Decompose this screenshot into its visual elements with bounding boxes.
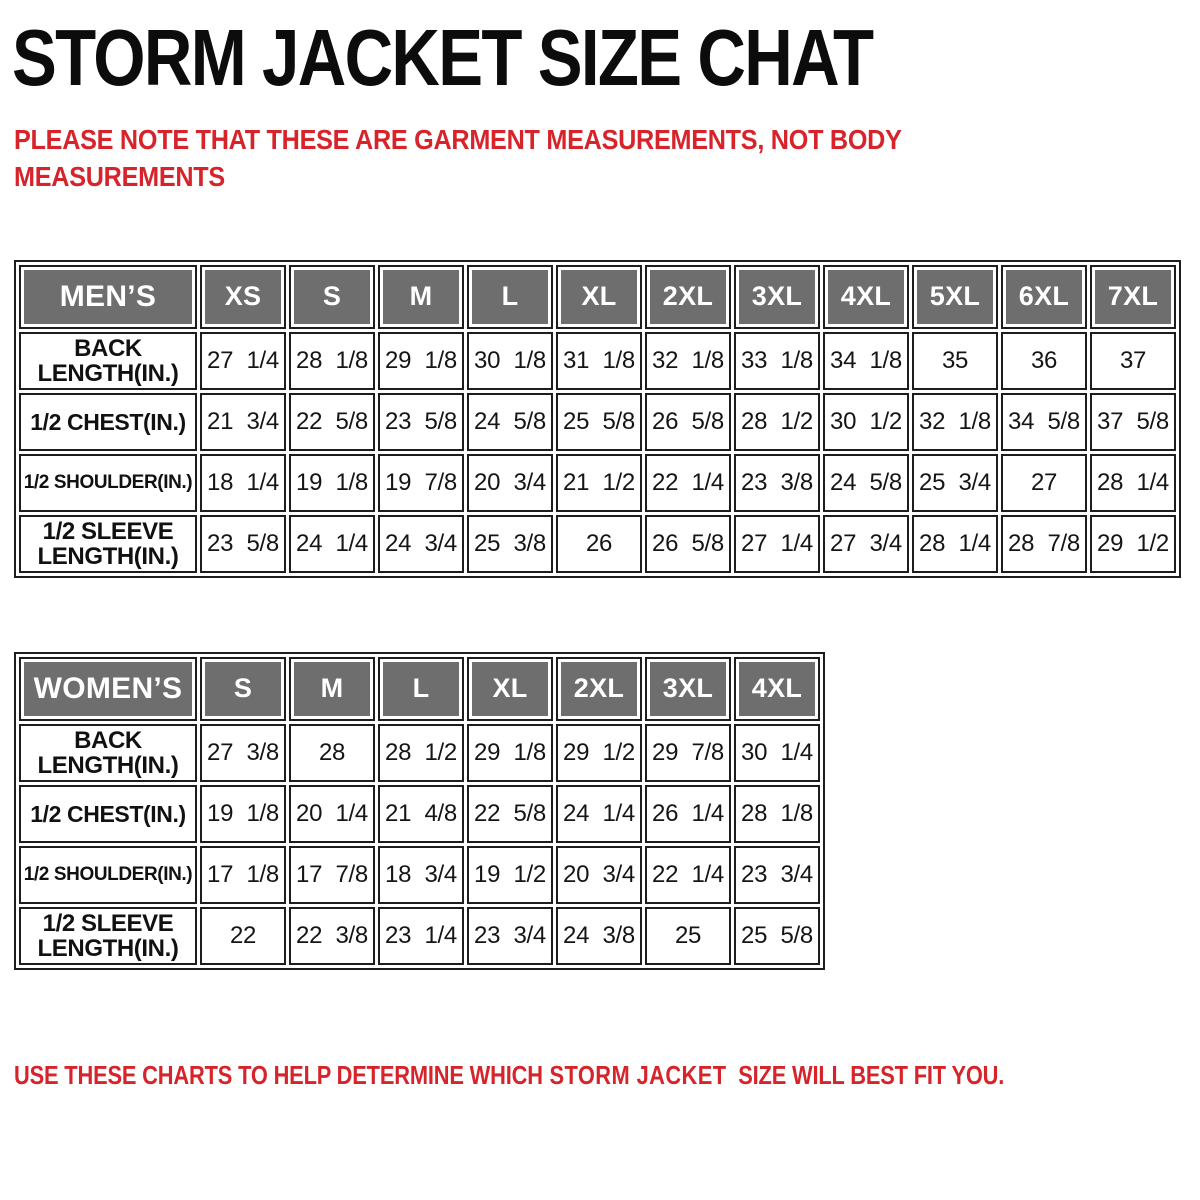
mens-cell-2xl-row1: 26 5/8 [645, 393, 731, 451]
womens-row-label-0: BACK LENGTH(IN.) [19, 724, 197, 782]
womens-cell-2xl-row2: 20 3/4 [556, 846, 642, 904]
mens-cell-xl-row3: 26 [556, 515, 642, 573]
mens-cell-6xl-row2: 27 [1001, 454, 1087, 512]
womens-cell-3xl-row0: 29 7/8 [645, 724, 731, 782]
garment-measurement-note: PLEASE NOTE THAT THESE ARE GARMENT MEASUREMENTS, NOT BODY MEASUREMENTS [14, 124, 902, 192]
mens-measurement-row-0 [19, 332, 1176, 390]
womens-size-header-xl: XL [467, 657, 553, 721]
mens-row-label-1: 1/2 CHEST(IN.) [19, 393, 197, 451]
mens-table-title: MEN’S [19, 265, 197, 329]
mens-row-label-0: BACK LENGTH(IN.) [19, 332, 197, 390]
mens-cell-xs-row0: 27 1/4 [200, 332, 286, 390]
womens-cell-3xl-row2: 22 1/4 [645, 846, 731, 904]
mens-size-header-m: M [378, 265, 464, 329]
mens-size-header-6xl: 6XL [1001, 265, 1087, 329]
womens-measurement-row-1 [19, 785, 820, 843]
mens-cell-2xl-row2: 22 1/4 [645, 454, 731, 512]
womens-cell-2xl-row3: 24 3/8 [556, 907, 642, 965]
womens-size-header-3xl: 3XL [645, 657, 731, 721]
mens-measurement-row-3 [19, 515, 1176, 573]
mens-cell-7xl-row2: 28 1/4 [1090, 454, 1176, 512]
mens-cell-7xl-row0: 37 [1090, 332, 1176, 390]
womens-cell-l-row0: 28 1/2 [378, 724, 464, 782]
footer-brand-name: STORM JACKET [549, 1059, 727, 1090]
mens-cell-2xl-row3: 26 5/8 [645, 515, 731, 573]
womens-cell-xl-row1: 22 5/8 [467, 785, 553, 843]
womens-measurement-row-0 [19, 724, 820, 782]
mens-cell-6xl-row3: 28 7/8 [1001, 515, 1087, 573]
mens-size-header-xs: XS [200, 265, 286, 329]
mens-header-row [19, 265, 1176, 329]
mens-cell-4xl-row0: 34 1/8 [823, 332, 909, 390]
mens-cell-l-row0: 30 1/8 [467, 332, 553, 390]
mens-cell-3xl-row1: 28 1/2 [734, 393, 820, 451]
mens-cell-6xl-row0: 36 [1001, 332, 1087, 390]
mens-size-table [14, 260, 1181, 578]
mens-cell-s-row0: 28 1/8 [289, 332, 375, 390]
womens-cell-l-row1: 21 4/8 [378, 785, 464, 843]
mens-size-header-5xl: 5XL [912, 265, 998, 329]
womens-cell-4xl-row3: 25 5/8 [734, 907, 820, 965]
mens-measurement-row-1 [19, 393, 1176, 451]
womens-cell-s-row2: 17 1/8 [200, 846, 286, 904]
mens-cell-xs-row3: 23 5/8 [200, 515, 286, 573]
mens-cell-xl-row1: 25 5/8 [556, 393, 642, 451]
mens-size-header-l: L [467, 265, 553, 329]
mens-cell-4xl-row1: 30 1/2 [823, 393, 909, 451]
footer-prefix: USE THESE CHARTS TO HELP DETERMINE WHICH [14, 1059, 543, 1090]
mens-cell-xl-row2: 21 1/2 [556, 454, 642, 512]
womens-cell-4xl-row2: 23 3/4 [734, 846, 820, 904]
womens-measurement-row-3 [19, 907, 820, 965]
mens-cell-5xl-row2: 25 3/4 [912, 454, 998, 512]
mens-measurement-row-2 [19, 454, 1176, 512]
womens-cell-3xl-row3: 25 [645, 907, 731, 965]
womens-cell-l-row2: 18 3/4 [378, 846, 464, 904]
mens-cell-7xl-row3: 29 1/2 [1090, 515, 1176, 573]
mens-size-header-3xl: 3XL [734, 265, 820, 329]
size-chart-page [0, 13, 1200, 1200]
womens-row-label-3: 1/2 SLEEVE LENGTH(IN.) [19, 907, 197, 965]
mens-cell-7xl-row1: 37 5/8 [1090, 393, 1176, 451]
mens-row-label-3: 1/2 SLEEVE LENGTH(IN.) [19, 515, 197, 573]
mens-size-header-xl: XL [556, 265, 642, 329]
womens-size-header-s: S [200, 657, 286, 721]
mens-cell-5xl-row1: 32 1/8 [912, 393, 998, 451]
womens-measurement-row-2 [19, 846, 820, 904]
mens-cell-l-row3: 25 3/8 [467, 515, 553, 573]
mens-cell-s-row2: 19 1/8 [289, 454, 375, 512]
mens-cell-m-row1: 23 5/8 [378, 393, 464, 451]
womens-cell-s-row1: 19 1/8 [200, 785, 286, 843]
womens-row-label-2: 1/2 SHOULDER(IN.) [19, 846, 197, 904]
mens-cell-xs-row1: 21 3/4 [200, 393, 286, 451]
mens-cell-m-row0: 29 1/8 [378, 332, 464, 390]
mens-cell-3xl-row3: 27 1/4 [734, 515, 820, 573]
womens-cell-xl-row2: 19 1/2 [467, 846, 553, 904]
mens-size-header-s: S [289, 265, 375, 329]
womens-size-header-m: M [289, 657, 375, 721]
mens-size-header-2xl: 2XL [645, 265, 731, 329]
womens-cell-l-row3: 23 1/4 [378, 907, 464, 965]
mens-cell-5xl-row3: 28 1/4 [912, 515, 998, 573]
womens-size-header-2xl: 2XL [556, 657, 642, 721]
mens-cell-s-row1: 22 5/8 [289, 393, 375, 451]
womens-size-header-l: L [378, 657, 464, 721]
mens-row-label-2: 1/2 SHOULDER(IN.) [19, 454, 197, 512]
mens-cell-3xl-row0: 33 1/8 [734, 332, 820, 390]
mens-cell-xl-row0: 31 1/8 [556, 332, 642, 390]
mens-size-header-7xl: 7XL [1090, 265, 1176, 329]
womens-size-header-4xl: 4XL [734, 657, 820, 721]
mens-cell-2xl-row0: 32 1/8 [645, 332, 731, 390]
mens-cell-4xl-row3: 27 3/4 [823, 515, 909, 573]
footer-note [14, 1060, 1010, 1091]
womens-cell-s-row3: 22 [200, 907, 286, 965]
womens-cell-m-row2: 17 7/8 [289, 846, 375, 904]
mens-cell-m-row2: 19 7/8 [378, 454, 464, 512]
mens-cell-xs-row2: 18 1/4 [200, 454, 286, 512]
mens-cell-5xl-row0: 35 [912, 332, 998, 390]
mens-cell-m-row3: 24 3/4 [378, 515, 464, 573]
mens-cell-4xl-row2: 24 5/8 [823, 454, 909, 512]
footer-suffix: SIZE WILL BEST FIT YOU. [738, 1059, 1005, 1090]
womens-table-title: WOMEN’S [19, 657, 197, 721]
mens-cell-3xl-row2: 23 3/8 [734, 454, 820, 512]
womens-cell-4xl-row0: 30 1/4 [734, 724, 820, 782]
womens-cell-xl-row3: 23 3/4 [467, 907, 553, 965]
mens-cell-l-row1: 24 5/8 [467, 393, 553, 451]
womens-row-label-1: 1/2 CHEST(IN.) [19, 785, 197, 843]
womens-cell-s-row0: 27 3/8 [200, 724, 286, 782]
womens-cell-3xl-row1: 26 1/4 [645, 785, 731, 843]
mens-size-header-4xl: 4XL [823, 265, 909, 329]
womens-header-row [19, 657, 820, 721]
womens-cell-m-row0: 28 [289, 724, 375, 782]
mens-cell-l-row2: 20 3/4 [467, 454, 553, 512]
mens-cell-s-row3: 24 1/4 [289, 515, 375, 573]
mens-cell-6xl-row1: 34 5/8 [1001, 393, 1087, 451]
womens-cell-m-row3: 22 3/8 [289, 907, 375, 965]
womens-cell-2xl-row0: 29 1/2 [556, 724, 642, 782]
womens-cell-m-row1: 20 1/4 [289, 785, 375, 843]
womens-cell-2xl-row1: 24 1/4 [556, 785, 642, 843]
womens-size-table [14, 652, 825, 970]
womens-cell-4xl-row1: 28 1/8 [734, 785, 820, 843]
page-title: STORM JACKET SIZE CHAT [12, 13, 873, 102]
womens-cell-xl-row0: 29 1/8 [467, 724, 553, 782]
